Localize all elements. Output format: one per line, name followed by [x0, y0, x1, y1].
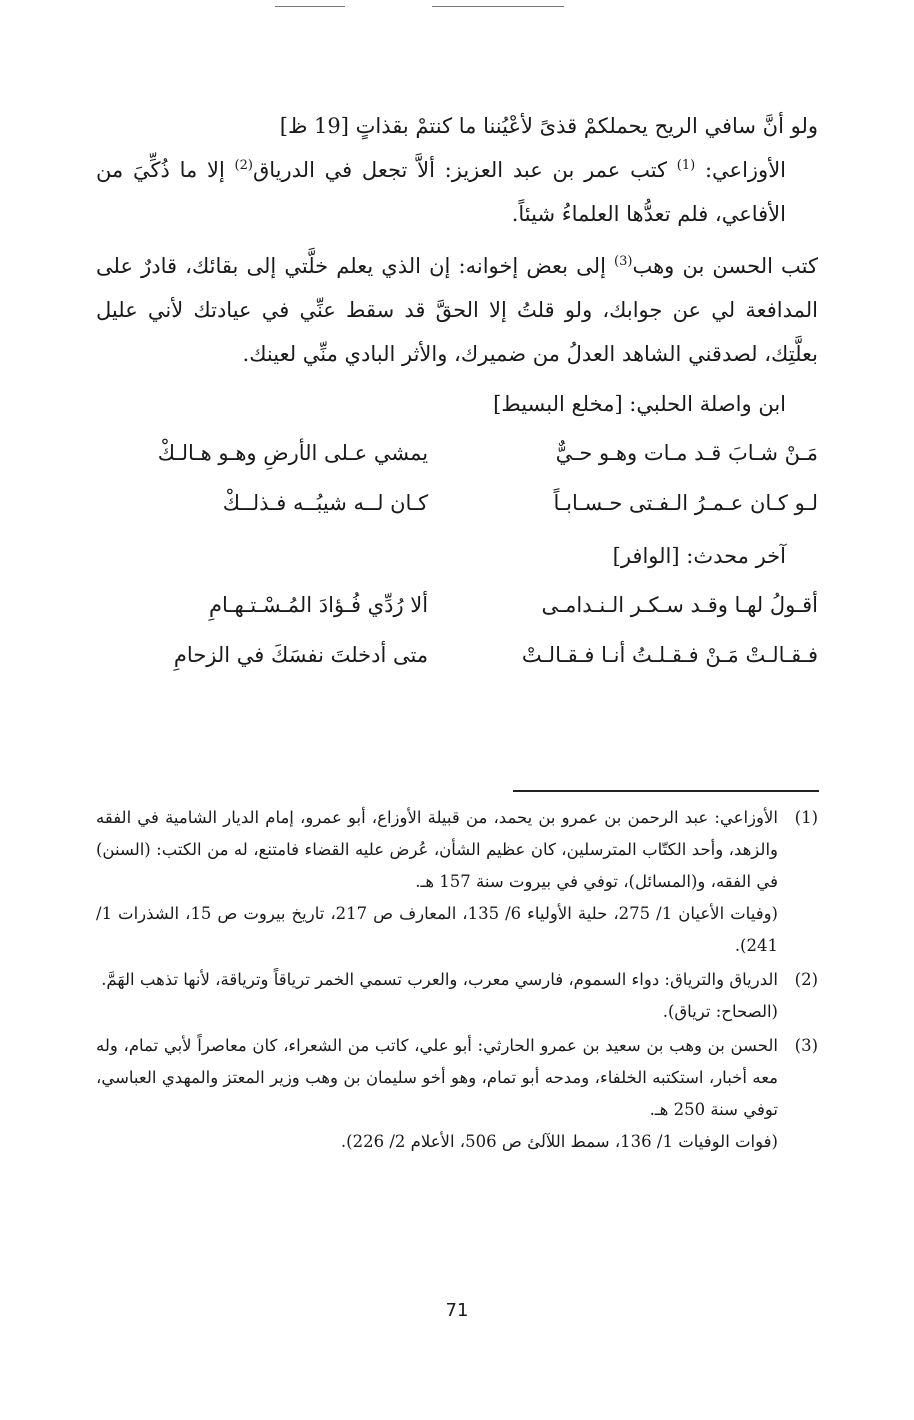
verse-second-hemistich: يمشي عـلى الأرضِ وهـو هـالـكْ	[157, 441, 429, 465]
poet2-heading: آخر محدث: [الوافر]	[612, 544, 786, 568]
verses-group-1	[96, 428, 818, 528]
verses-group-2	[96, 580, 818, 680]
verse-first-hemistich: فـقـالـتْ مَـنْ فـقـلـتُ أنـا فـقـالـتْ	[521, 643, 818, 667]
footnote-source: (وفيات الأعيان 1/ 275، حلية الأولياء 6/ 135، المعارف ص 217، تاريخ بيروت ص 15، الشذرات 1/ 241).	[96, 904, 778, 955]
awzai-text-a: الأوزاعي:	[695, 158, 786, 182]
footnote-number: (3)	[794, 1036, 818, 1055]
page-number: 71	[445, 1300, 469, 1321]
footnote-ref-1: (1)	[676, 158, 696, 173]
verse-first-hemistich: لـو كـان عـمـرُ الـفـتى حـسـابـاً	[553, 491, 818, 515]
verse-line	[96, 580, 818, 630]
verse-second-hemistich: ألا رُدِّي فُـؤادَ المُـسْـتـهـامِ	[208, 593, 429, 617]
main-text	[96, 104, 818, 680]
footnote-number: (2)	[794, 970, 818, 989]
verse-line	[96, 478, 818, 528]
footnote-body	[96, 802, 778, 962]
footnote-source: (الصحاح: ترياق).	[662, 1002, 778, 1021]
hasan-text-a: كتب الحسن بن وهب	[632, 254, 819, 278]
verse-line	[96, 630, 818, 680]
footnote	[96, 802, 818, 962]
verse-line	[96, 428, 818, 478]
verse-second-hemistich: متى أدخلتَ نفسَكَ في الزحامِ	[173, 643, 429, 667]
verse-first-hemistich: أقـولُ لهـا وقـد سـكـر الـنـدامـى	[541, 593, 818, 617]
poem-line: ولو أنَّ سافي الريح يحملكمْ قذىً لأعْيُننا ما كنتمْ بقذاتٍ [19 ظ]	[279, 114, 818, 138]
footnote-number: (1)	[794, 808, 818, 827]
header-rule-right	[432, 6, 564, 7]
footnote-body	[96, 1030, 778, 1158]
footnote-ref-2: (2)	[234, 158, 253, 173]
awzai-text-c: إلا ما ذُكِّيَ من الأفاعي، فلم تعدُّها العلماءُ شيئاً.	[96, 158, 786, 226]
footnote-text: الأوزاعي: عبد الرحمن بن عمرو بن يحمد، من قبيلة الأوزاع، أبو عمرو، إمام الديار الشامية في الفقه والزهد، وأحد الكتّاب المترسلين، كان عظيم الشأن، عُرض عليه القضاء فامتنع، له من الكتب: (السنن) في الفقه، و(المسائل)، توفي في بيروت سنة 157 هـ.	[96, 808, 778, 891]
verse-first-hemistich: مَـنْ شـابَ قـد مـات وهـو حـيٌّ	[555, 441, 818, 465]
awzai-paragraph	[96, 148, 818, 236]
footnote-body	[96, 964, 778, 1028]
footnote	[96, 1030, 818, 1158]
hasan-text-b: إلى بعض إخوانه: إن الذي يعلم خلَّتي إلى بقائك، قادرٌ على المدافعة لي عن جوابك، ولو قلتُ إلا الحقَّ قد سقط عنِّي في عيادتك لأني عليل بعلَّتِك، لصدقني الشاهد العدلُ من ضميرك، والأثر البادي منِّي لعينك.	[96, 254, 818, 366]
footnote-ref-3: (3)	[614, 254, 633, 269]
footnote	[96, 964, 818, 1028]
footnotes	[96, 802, 818, 1158]
awzai-text-b: كتب عمر بن عبد العزيز: ألاَّ تجعل في الدرياق	[252, 158, 677, 182]
poet1-heading: ابن واصلة الحلبي: [مخلع البسيط]	[493, 392, 786, 416]
header-rule-left	[275, 6, 345, 7]
footnote-separator	[513, 790, 819, 792]
verse-second-hemistich: كـان لــه شيبُــه فـذلــكْ	[222, 491, 429, 515]
footnote-source: (فوات الوفيات 1/ 136، سمط اللآلئ ص 506، الأعلام 2/ 226).	[340, 1132, 778, 1151]
footnote-text: الحسن بن وهب بن سعيد بن عمرو الحارثي: أبو علي، كاتب من الشعراء، كان معاصراً لأبي تمام، وله معه أخبار، استكتبه الخلفاء، ومدحه أبو تمام، وهو أخو سليمان بن وهب وزير المعتز والمهدي العباسي، توفي سنة 250 هـ.	[96, 1036, 778, 1119]
hasan-paragraph	[96, 244, 818, 376]
footnote-text: الدرياق والترياق: دواء السموم، فارسي معرب، والعرب تسمي الخمر ترياقاً وترياقة، لأنها تذهب الهَمَّ.	[101, 970, 778, 989]
